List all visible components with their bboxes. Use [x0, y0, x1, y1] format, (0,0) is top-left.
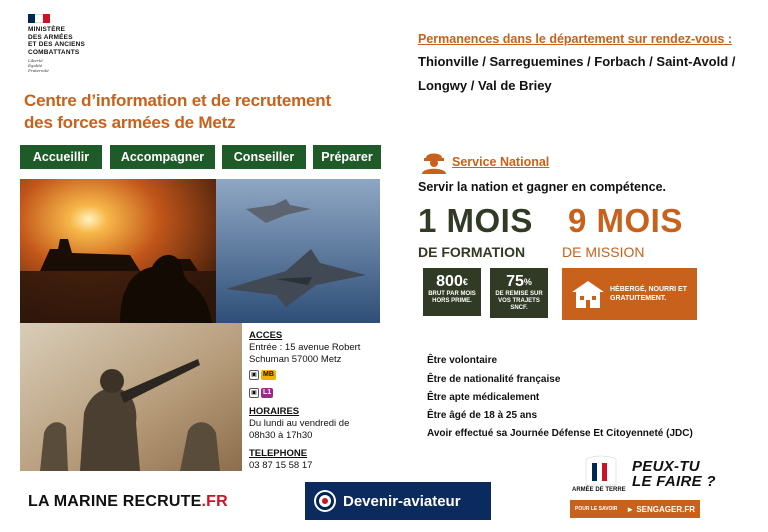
devenir-aviateur-link[interactable]	[305, 482, 491, 520]
phone-heading: TELEPHONE	[249, 448, 308, 459]
marine-recrute-link[interactable]	[28, 493, 228, 511]
marine-label: LA MARINE RECRUTE	[28, 493, 202, 510]
french-flag-icon	[28, 14, 50, 23]
marine-tld: .FR	[201, 493, 228, 510]
page-title: Centre d’information et de recrutement des forces armées de Metz	[24, 91, 331, 132]
bus-icon: ▣	[249, 388, 259, 398]
nav-accompagner-button[interactable]	[110, 145, 215, 169]
mission-months: 9 MOIS	[568, 202, 683, 239]
hours-heading: HORAIRES	[249, 406, 300, 417]
soldiers-photo	[20, 323, 242, 471]
training-label: DE FORMATION	[418, 244, 526, 260]
sncf-stat	[490, 268, 548, 318]
nav-label: Accueillir	[32, 150, 90, 164]
navy-sunset-photo	[20, 179, 216, 323]
permanences-cities: Thionville / Sarreguemines / Forbach / Saint-Avold / Longwy / Val de Briey	[418, 54, 736, 93]
sncf-value: 75	[506, 273, 524, 290]
bus-line-mb	[249, 370, 276, 380]
roundel-icon	[313, 489, 337, 513]
salary-stat	[423, 268, 481, 316]
ministry-name: MINISTÈRE DES ARMÉES ET DES ANCIENS COMBATTANTS	[28, 26, 86, 56]
nav-label: Conseiller	[233, 150, 295, 164]
nav-accueillir-button[interactable]	[20, 145, 102, 169]
requirement-item: Être âgé de 18 à 25 ans	[427, 410, 538, 421]
line-badge: L1	[263, 389, 272, 396]
soldier-icon	[420, 148, 448, 179]
nav-label: Accompagner	[120, 150, 205, 164]
permanences-title: Permanences dans le département sur rendez-vous :	[418, 32, 732, 46]
salary-unit: €	[462, 277, 468, 287]
requirement-item: Avoir effectué sa Journée Défense Et Citoyenneté (JDC)	[427, 428, 693, 439]
sncf-text: DE REMISE SUR VOS TRAJETS SNCF.	[495, 291, 543, 311]
service-national-title: Service National	[452, 155, 550, 169]
mission-label: DE MISSION	[562, 244, 645, 260]
bus-line-l1	[249, 388, 273, 398]
requirement-item: Être volontaire	[427, 355, 498, 366]
ministry-motto: Liberté Égalité Fraternité	[28, 58, 49, 73]
service-national-subtitle: Servir la nation et gagner en compétence.	[418, 180, 666, 194]
salary-value: 800	[436, 273, 463, 290]
ministry-logo	[28, 14, 138, 73]
sengager-text: SENGAGER.FR	[636, 504, 695, 514]
line-badge: MB	[263, 371, 274, 378]
adt-slogan: PEUX-TU LE FAIRE ?	[632, 458, 716, 490]
access-heading: ACCES	[249, 330, 283, 341]
nav-conseiller-button[interactable]	[222, 145, 306, 169]
hours-text: Du lundi au vendredi de 08h30 à 17h30	[249, 418, 350, 441]
savoir-label: POUR LE SAVOIR	[575, 506, 618, 512]
salary-text: BRUT PAR MOIS HORS PRIME.	[428, 291, 476, 304]
bus-icon: ▣	[249, 370, 259, 380]
house-icon	[570, 278, 606, 310]
phone-number[interactable]: 03 87 15 58 17	[249, 460, 313, 471]
access-address: Entrée : 15 avenue Robert Schuman 57000 Metz	[249, 342, 361, 365]
lodging-text: HÉBERGÉ, NOURRI ET GRATUITEMENT.	[610, 286, 688, 302]
sengager-link[interactable]	[570, 500, 700, 518]
requirement-item: Être apte médicalement	[427, 392, 540, 403]
nav-label: Préparer	[321, 150, 373, 164]
sengager-label: ► SENGAGER.FR	[626, 504, 695, 514]
lodging-badge	[562, 268, 697, 320]
aviateur-label: Devenir-aviateur	[343, 492, 461, 510]
adt-label: ARMÉE DE TERRE	[572, 487, 626, 493]
training-months: 1 MOIS	[418, 202, 533, 239]
requirement-item: Être de nationalité française	[427, 374, 561, 385]
nav-preparer-button[interactable]	[313, 145, 381, 169]
sncf-unit: %	[523, 277, 532, 287]
fighter-jets-photo	[216, 179, 380, 323]
